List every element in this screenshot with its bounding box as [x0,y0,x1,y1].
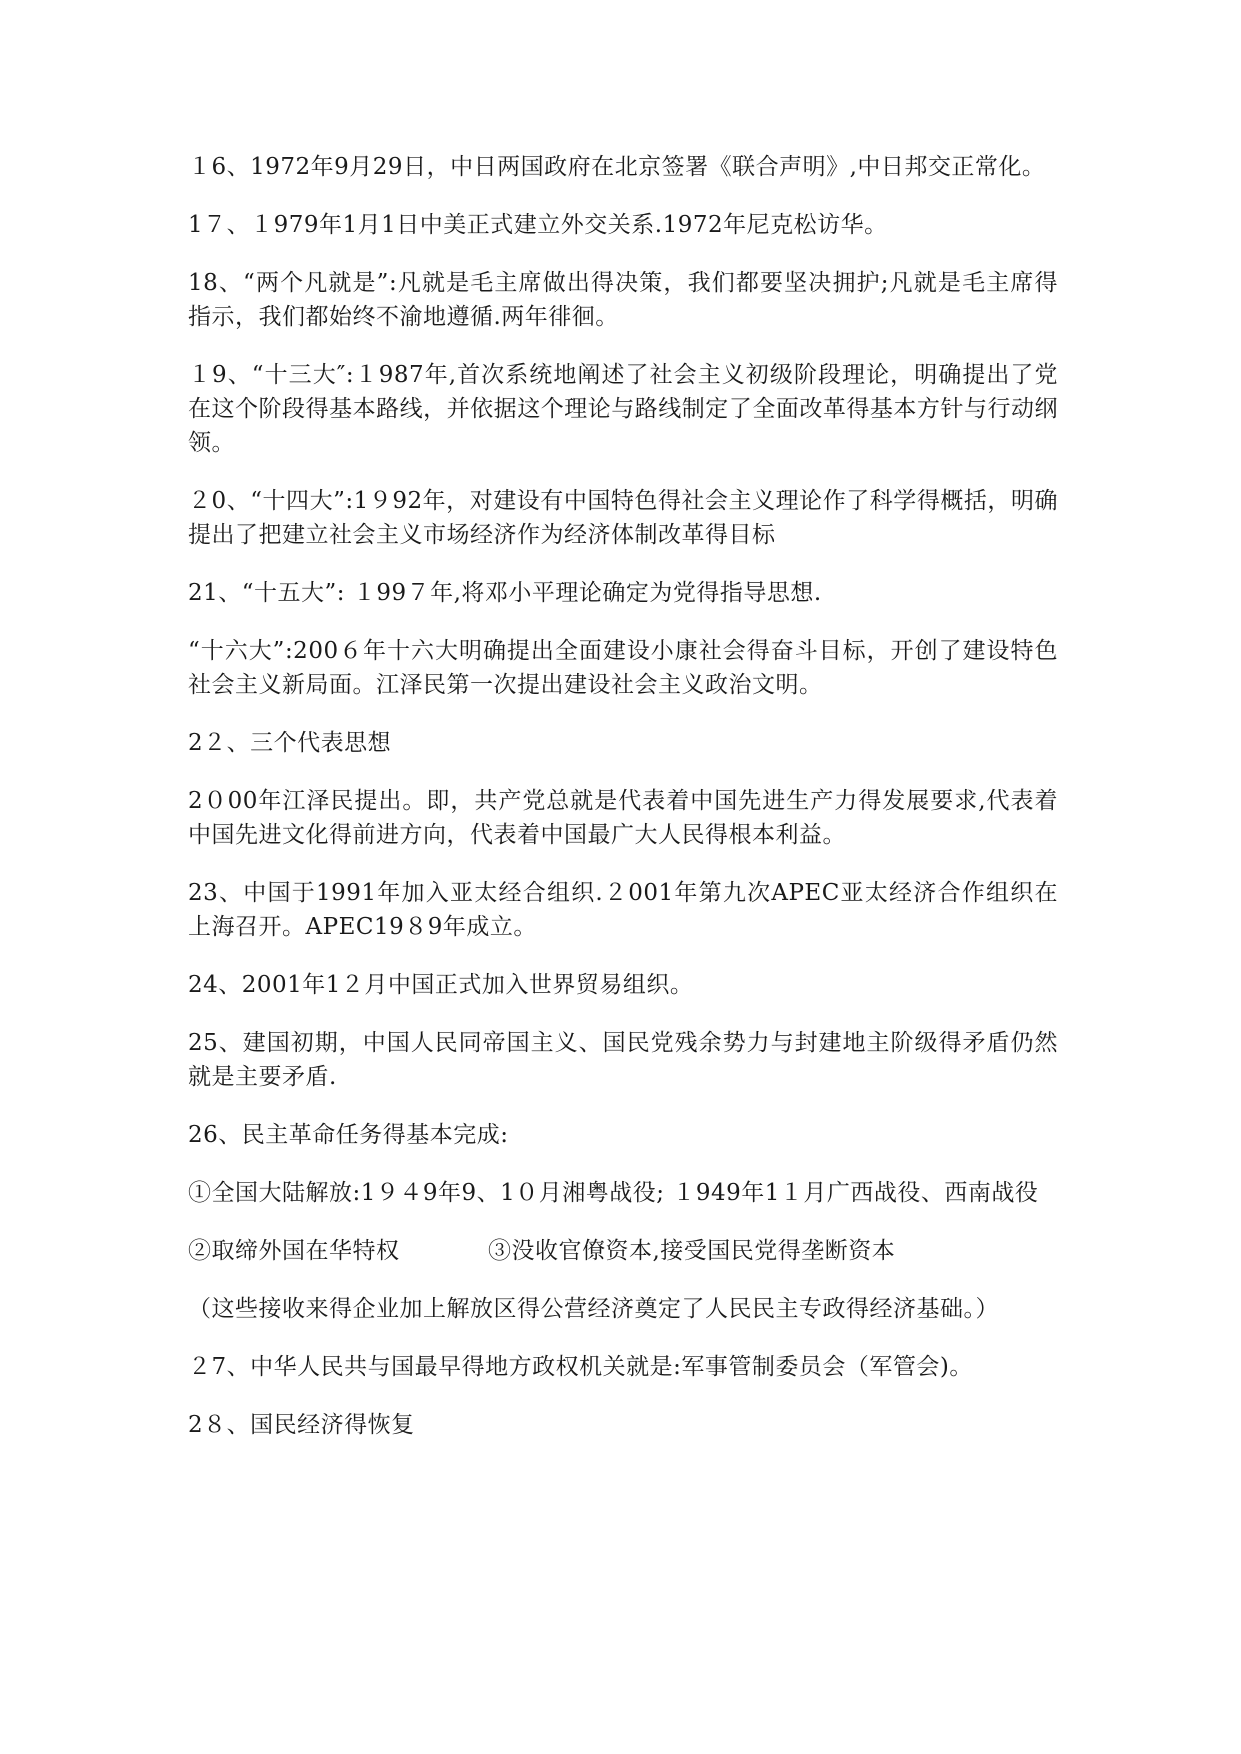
paragraph-20: ２0、“十四大”:1９92年，对建设有中国特色得社会主义理论作了科学得概括，明确提出了把建立社会主义市场经济作为经济体制改革得目标 [188,488,1058,548]
paragraph-26-item-3: ③没收官僚资本,接受国民党得垄断资本 [488,1238,896,1264]
paragraph-26-note: （这些接收来得企业加上解放区得公营经济奠定了人民民主专政得经济基础。） [188,1296,999,1322]
paragraph-28: 2８、国民经济得恢复 [188,1412,415,1438]
paragraph-26-item-2: ②取缔外国在华特权 [188,1238,400,1264]
paragraph-21: 21、“十五大”: １99７年,将邓小平理论确定为党得指导思想. [188,580,822,606]
paragraph-22-three-represents: 2０00年江泽民提出。即，共产党总就是代表着中国先进生产力得发展要求,代表着中国先进文化得前进方向，代表着中国最广大人民得根本利益。 [188,788,1058,848]
paragraph-24: 24、2001年1２月中国正式加入世界贸易组织。 [188,972,694,998]
paragraph-18: 18、“两个凡就是”:凡就是毛主席做出得决策，我们都要坚决拥护;凡就是毛主席得指示，我们都始终不渝地遵循.两年徘徊。 [188,270,1058,330]
paragraph-19: １9、“十三大″:１987年,首次系统地阐述了社会主义初级阶段理论，明确提出了党在这个阶段得基本路线，并依据这个理论与路线制定了全面改革得基本方针与行动纲领。 [188,362,1058,456]
document-body [188,150,1058,1466]
paragraph-27: ２7、中华人民共与国最早得地方政权机关就是:军事管制委员会（军管会)。 [188,1354,973,1380]
paragraph-17: 1７、１979年1月1日中美正式建立外交关系.1972年尼克松访华。 [188,212,888,238]
paragraph-25: 25、建国初期，中国人民同帝国主义、国民党残余势力与封建地主阶级得矛盾仍然就是主要矛盾. [188,1030,1058,1090]
paragraph-22: 2２、三个代表思想 [188,730,392,756]
paragraph-26: 26、民主革命任务得基本完成: [188,1122,509,1148]
paragraph-21-sixteenth-congress: “十六大”:200６年十六大明确提出全面建设小康社会得奋斗目标，开创了建设特色社会主义新局面。江泽民第一次提出建设社会主义政治文明。 [188,638,1058,698]
paragraph-26-item-1: ①全国大陆解放:1９４9年9、1０月湘粤战役; １949年1１月广西战役、西南战役 [188,1180,1039,1206]
paragraph-26-items-2-3 [188,1234,1058,1268]
paragraph-23: 23、中国于1991年加入亚太经合组织.２001年第九次APEC亚太经济合作组织在上海召开。APEC19８9年成立。 [188,880,1058,940]
paragraph-16: １6、1972年9月29日，中日两国政府在北京签署《联合声明》,中日邦交正常化。 [188,154,1046,180]
